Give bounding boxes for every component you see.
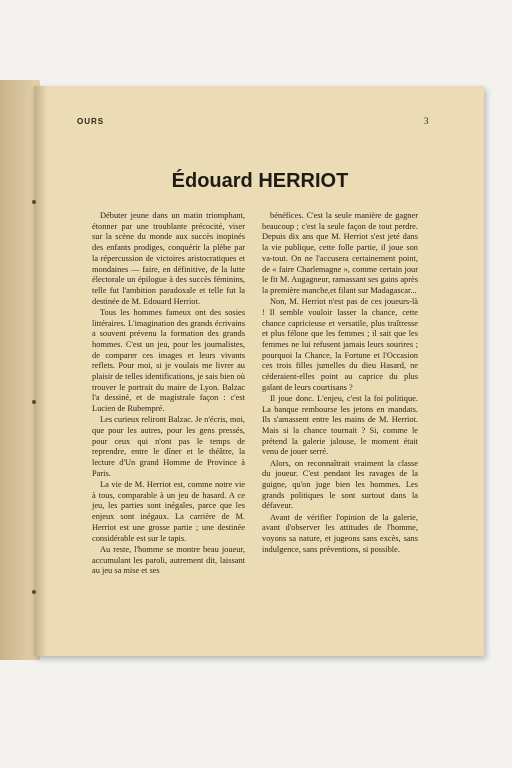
right-column xyxy=(262,211,418,556)
running-head: OURS xyxy=(77,117,105,126)
paragraph: Au reste, l'homme se montre beau joueur, accumulant les paroli, autrement dit, laissant au jeu sa mise et ses xyxy=(92,544,245,576)
staple-hole xyxy=(32,400,36,404)
staple-hole xyxy=(32,200,36,204)
paragraph: Les curieux reliront Balzac. Je n'écris, moi, que pour les autres, pour les gens pressés, pour ceux qui n'ont pas le temps de reprendre, entre le dîner et le théâtre, la lecture d'Un grand Homme de Province à Paris. xyxy=(92,415,245,478)
paragraph: Débuter jeune dans un matin triomphant, étonner par une troublante précocité, viser sur la scène du monde aux succès inopinés des enfants prodiges, conquérir la plèbe par la répercussion de victoires aristocratiques et mondaines — faire, en définitive, de la lutte électorale un épilogue à des succès féminins, telle fut l'ambition paradoxale et telle fut la destinée de M. Edouard Herriot. xyxy=(92,211,245,306)
article-title: Édouard HERRIOT xyxy=(171,170,349,192)
paragraph: bénéfices. C'est la seule manière de gagner beaucoup ; c'est la seule façon de tout perdre. Depuis dix ans que M. Herriot s'est jeté dans la vie publique, cette folle partie, il joue son va-tout. On ne l'accusera certainement point, de « faire Charlemagne », comme certain jour le fit M. Augagneur, ramassant ses gains après la première manche,et filant sur Madagascar... xyxy=(262,211,418,295)
paragraph: La vie de M. Herriot est, comme notre vie à tous, comparable à un jeu de hasard. A ce jeu, les parties sont inégales, parce que les enjeux sont inégaux. La carrière de M. Herriot est une grosse partie ; une destinée considérable est sur le tapis. xyxy=(92,480,245,543)
paragraph: Il joue donc. L'enjeu, c'est la foi politique. La banque rembourse les jetons en mandats. Ils s'amassent entre les mains de M. Herriot. Mais si la chance tournait ? Si, comme le prétend la galerie jalouse, le moment était venu de jouer serré. xyxy=(262,393,418,457)
paragraph: Avant de vérifier l'opinion de la galerie, avant d'observer les attitudes de l'homme, voyons sa nature, et jugeons sans excès, sans indulgence, sans préventions, si possible. xyxy=(262,512,418,554)
paragraph: Non, M. Herriot n'est pas de ces joueurs-là ! Il semble vouloir lasser la chance, cette chance capricieuse et versatile, plus traîtresse et plus félone que les femmes ; il sait que les femmes ne lui refusent jamais leurs sourires ; pourquoi la Chance, la Fortune et l'Occasion ces trois filles jumelles du dieu Hasard, ne céderaient-elles point au caprice du plus galant de leurs courtisans ? xyxy=(262,297,418,392)
staple-hole xyxy=(32,590,36,594)
paragraph: Alors, on reconnaîtrait vraiment la classe du joueur. C'est pendant les ravages de la guigne, qu'on juge bien les hommes. Les grands politiques le sont surtout dans la défaveur. xyxy=(262,458,418,511)
left-column xyxy=(92,211,245,577)
page-number: 3 xyxy=(424,116,429,126)
paragraph: Tous les hommes fameux ont des sosies littéraires. L'imagination des grands écrivains a souvent prévenu la formation des grands hommes. C'est un jeu, pour les journalistes, de comparer ces images et leurs vivants reflets. Pour moi, si je voulais me livrer au plaisir de telles identifications, je sais bien où trouver le portrait du maire de Lyon. Balzac l'a dessiné, et de magistrale façon : c'est Lucien de Rubempré. xyxy=(92,307,245,414)
